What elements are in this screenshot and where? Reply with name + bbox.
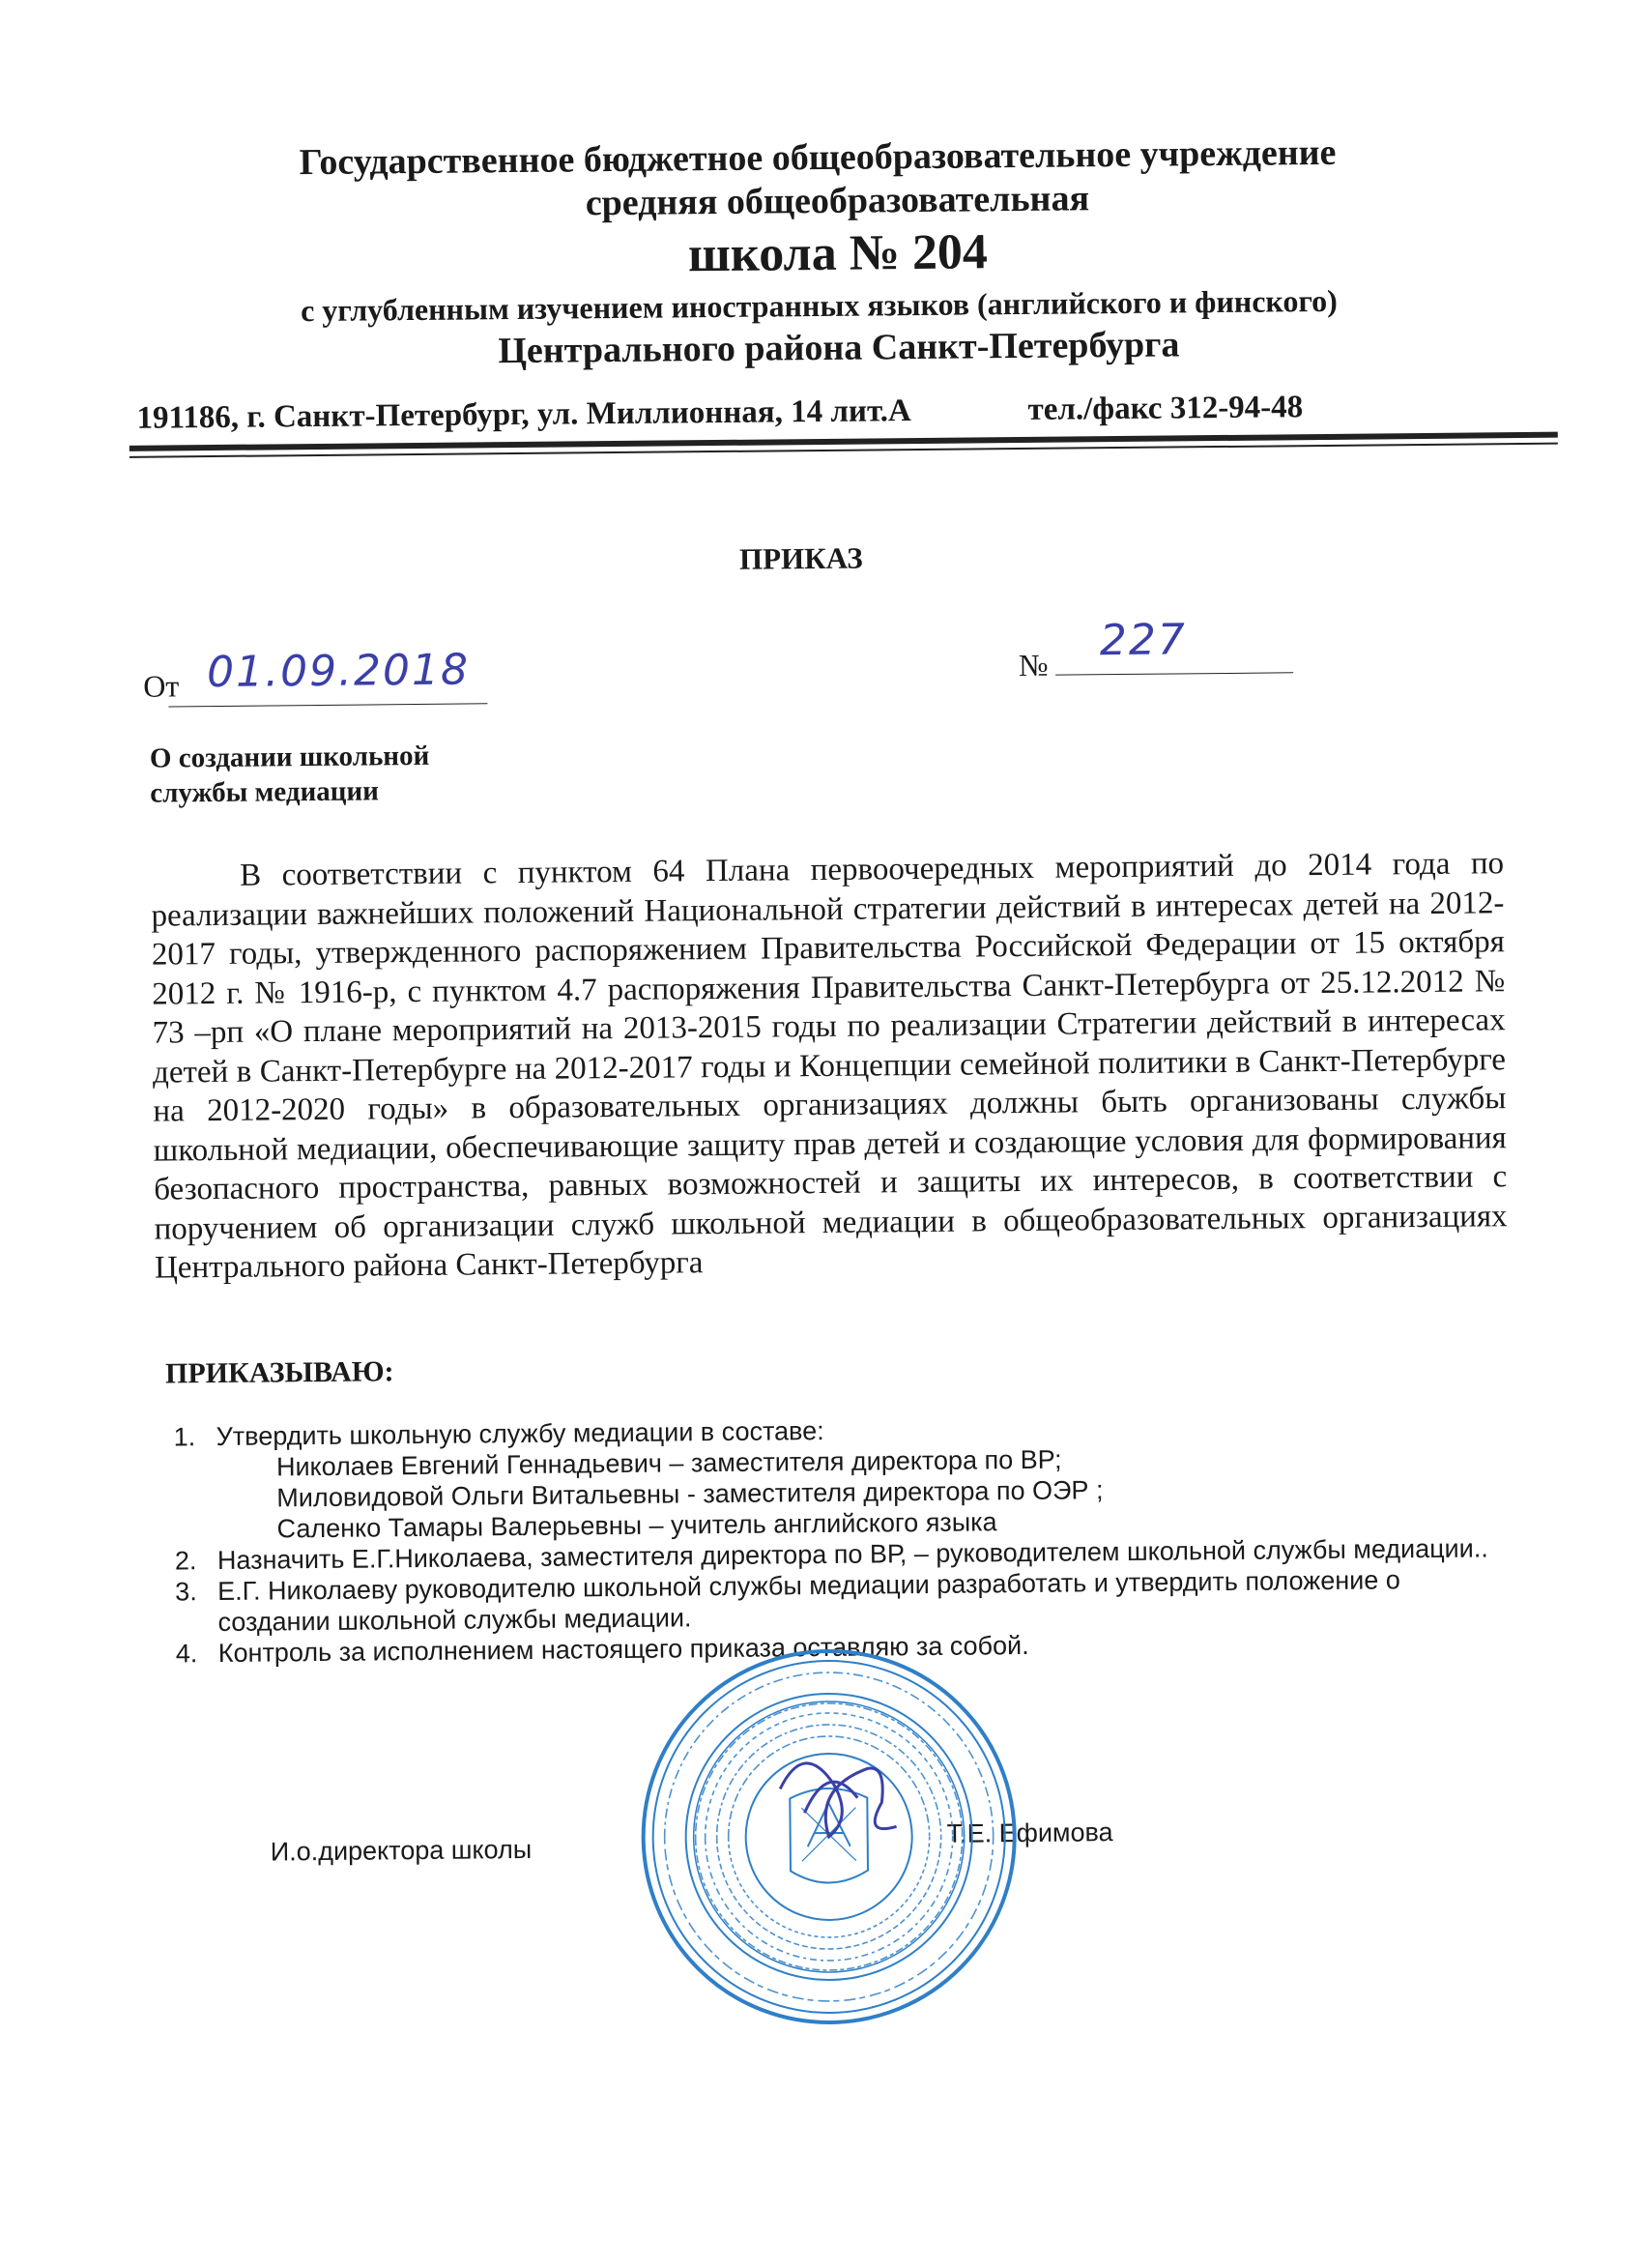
order-items <box>166 1409 1502 1669</box>
school-district: Центрального района Санкт-Петербурга <box>498 324 1180 372</box>
letterhead <box>136 129 1540 378</box>
item-text: Назначить Е.Г.Николаева, заместителя директора по ВР, – руководителем школьной службы медиации.. <box>216 1533 1488 1576</box>
date-label: От <box>143 668 180 704</box>
school-name: школа № 204 <box>687 224 989 283</box>
item-text: Утвердить школьную службу медиации в составе: <box>216 1415 824 1452</box>
org-name: Государственное бюджетное общеобразовательное учреждение <box>299 131 1337 184</box>
member-2: Миловидовой Ольги Витальевны - заместителя директора по ОЭР ; <box>276 1475 1104 1513</box>
item-text: Контроль за исполнением настоящего приказа оставляю за собой. <box>217 1630 1029 1669</box>
document-title: ПРИКАЗ <box>738 540 863 576</box>
school-profile: с углубленным изучением иностранных языков (английского и финского) <box>300 282 1338 329</box>
school-type: средняя общеобразовательная <box>585 178 1090 224</box>
address-line <box>136 390 1304 437</box>
subject-line-2: службы медиации <box>150 775 379 809</box>
handwritten-number: 227 <box>1099 615 1188 666</box>
member-3: Саленко Тамары Валерьевны – учитель английского языка <box>276 1507 997 1544</box>
item-number: 2. <box>174 1546 197 1576</box>
order-heading: ПРИКАЗЫВАЮ: <box>164 1355 394 1390</box>
phone: тел./факс 312-94-48 <box>1027 390 1304 427</box>
item-number: 4. <box>175 1639 198 1669</box>
subject-line-1: О создании школьной <box>149 740 430 774</box>
school-seal-stamp-icon <box>634 1642 1024 2032</box>
item-text: Е.Г. Николаеву руководителю школьной службы медиации разработать и утвердить положение о создании школьной службы медиации. <box>217 1565 1400 1638</box>
order-subject <box>150 739 430 811</box>
number-label: № <box>1018 647 1049 683</box>
member-1: Николаев Евгений Геннадьевич – заместителя директора по ВР; <box>275 1444 1062 1482</box>
signatory-title: И.о.директора школы <box>270 1834 533 1867</box>
item-number: 1. <box>173 1422 196 1452</box>
preamble-paragraph: В соответствии с пунктом 64 Плана первоочередных мероприятий до 2014 года по реализации важнейших положений Национальной стратегии действий в интересах детей на 2012-2017 годы, утвержденного распоряжением Правительства Российской Федерации от 15 октября 2012 г. № 1916-р, с пунктом 4.7 распоряжения Правительства Санкт-Петербурга от 25.12.2012 № 73 –рп «О плане мероприятий на 2013-2015 годы по реализации Стратегии действий в интересах детей в Санкт-Петербурге на 2012-2017 годы и Концепции семейной политики в Санкт-Петербурге на 2012-2020 годы» в образовательных организациях должны быть организованы службы школьной медиации, обеспечивающие защиту прав детей и создающие условия для формирования безопасного пространства, равных возможностей и защиты их интересов, в соответствии с поручением об организации служб школьной медиации в общеобразовательных организациях Центрального района Санкт-Петербурга <box>151 846 1508 1286</box>
handwritten-date: 01.09.2018 <box>206 645 471 698</box>
address: 191186, г. Санкт-Петербург, ул. Миллионная, 14 лит.А <box>136 393 911 436</box>
signatory-name: Т.Е. Ефимова <box>946 1817 1113 1848</box>
item-number: 3. <box>175 1577 197 1607</box>
